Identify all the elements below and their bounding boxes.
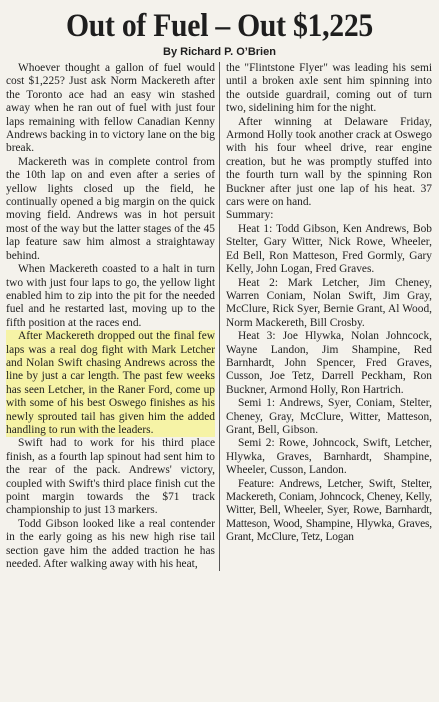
byline: By Richard P. O’Brien [163,46,276,58]
paragraph-intro: Whoever thought a gallon of fuel would cost $1,225? Just ask Norm Mackereth after the Toronto ace had an easy win stashed away when he ran out of fuel with just four laps remaining with fellow Canadian Kenny Andrews backing in to victory lane on the big break. [6,62,215,155]
left-column [6,62,219,571]
summary-label: Summary: [226,209,274,222]
paragraph-swift: Swift had to work for his third place finish, as a fourth lap spinout had sent him to the rear of the pack. Andrews' victory, coupled with Swift's third place finish cut the point margin towards the $71 track championship to just 13 markers. [6,437,215,517]
headline: Out of Fuel – Out $1,225 [65,8,374,44]
paragraph-halt: When Mackereth coasted to a halt in turn two with just four laps to go, the yellow light enabled him to zip into the pit for the needed fuel and he restarted last, moving up to the fifth position at the races end. [6,263,215,329]
paragraph-highlighted: After Mackereth dropped out the final few laps was a real dog fight with Mark Letcher and Nolan Swift chasing Andrews across the line by just a car length. The past few weeks has seen Letcher, in the Raner Ford, come up with some of his best Oswego finishes as his newly sprouted tail has given him the added handling to run with the leaders. [6,330,215,436]
paragraph-gibson: Todd Gibson looked like a real contender in the early going as his new high rise tail section gave him the added traction he has needed. After walking away with his heat, [6,517,215,571]
heat-3-results: Heat 3: Joe Hlywka, Nolan Johncock, Wayne Landon, Jim Shampine, Red Barnhardt, John Spencer, Fred Graves, Cusson, Joe Tetz, Darrell Peckham, Ron Buckner, Armond Holly, Ron Hartrich. [226,330,432,396]
paragraph-holly: After winning at Delaware Friday, Armond Holly took another crack at Oswego with his four wheel drive, rear engine creation, but he was promptly stuffed into the fourth turn wall by the spinning Ron Buckner after just one lap of his heat. 37 cars were on hand. [226,115,432,209]
heat-2-results: Heat 2: Mark Letcher, Jim Cheney, Warren Coniam, Nolan Swift, Jim Gray, McClure, Rick Syer, Bernie Grant, Al Wood, Norm Mackereth, Bill Crosby. [226,276,432,329]
article-body [6,62,433,571]
semi-2-results: Semi 2: Rowe, Johncock, Swift, Letcher, Hlywka, Graves, Barnhardt, Shampine, Wheeler, Cusson, Landon. [226,437,432,477]
semi-1-results: Semi 1: Andrews, Syer, Coniam, Stelter, Cheney, Gray, McClure, Witter, Matteson, Grant, Bell, Gibson. [226,397,432,436]
paragraph-flintstone: the "Flintstone Flyer" was leading his semi until a broken axle sent him spinning into the outside guardrail, coming out of turn two, sidelining him for the night. [226,62,432,115]
right-column [219,62,432,571]
paragraph-control: Mackereth was in complete control from the 10th lap on and even after a series of yellow lights closed up the field, he continually opened a big margin on the quick moving field. Andrews was in hot persuit most of the way but the latter stages of the 45 lap feature saw him almost a straightaway behind. [6,155,215,262]
heat-1-results: Heat 1: Todd Gibson, Ken Andrews, Bob Stelter, Gary Witter, Nick Rowe, Wheeler, Ed Bell, Ron Matteson, Fred Gormly, Gary Kelly, John Logan, Fred Graves. [226,222,432,276]
feature-results: Feature: Andrews, Letcher, Swift, Stelter, Mackereth, Coniam, Johncock, Cheney, Kelly, Witter, Bell, Wheeler, Syer, Rowe, Barnhardt, Matteson, Wood, Shampine, Hlywka, Graves, Grant, McClure, Tetz, Logan [226,477,432,544]
